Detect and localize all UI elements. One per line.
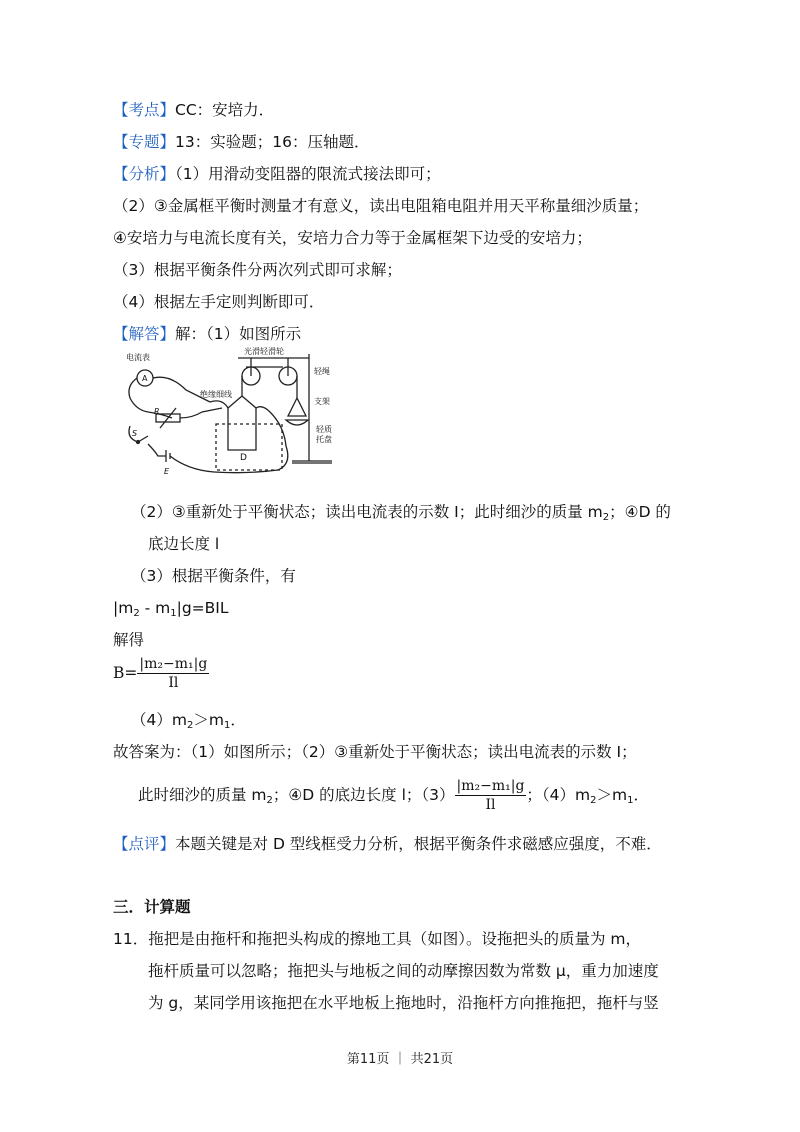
step4-end: ． (230, 711, 246, 729)
s-label: S (132, 429, 138, 438)
step4-sub2: 2 (186, 720, 194, 731)
fenxi-line2: （2）③金属框平衡时测量才有意义，读出电阻箱电阻并用天平称量细沙质量； (113, 197, 649, 215)
formula-b (113, 656, 209, 691)
r-label: R (154, 407, 160, 416)
answer-line2 (138, 778, 649, 813)
step3-line: （3）根据平衡条件，有 (131, 567, 296, 585)
jieda-intro: 解：（1）如图所示 (175, 325, 302, 343)
step2-text-a: （2）③重新处于平衡状态；读出电流表的示数 I；此时细沙的质量 m (131, 503, 603, 521)
stand-label: 支架 (314, 397, 330, 406)
eq-sub2: 2 (133, 608, 140, 619)
answer-text-a: 此时细沙的质量 m (138, 786, 267, 804)
step4-a: （4）m (131, 711, 187, 729)
jiede-line: 解得 (113, 631, 145, 649)
answer-sub-a: 2 (266, 795, 273, 806)
zhuanti-line (113, 132, 369, 152)
ammeter-label: 电流表 (126, 353, 150, 362)
step2-text-end: ；④D 的 (609, 503, 671, 521)
answer-fraction (455, 778, 527, 813)
dianping-line (113, 834, 662, 854)
eq-left: |m (113, 599, 134, 617)
circuit-figure (118, 346, 340, 482)
zhuanti-tag: 【专题】 (113, 133, 176, 151)
answer-text-d: ＞m (596, 786, 628, 804)
section-heading: 三．计算题 (113, 898, 191, 916)
fenxi-line3: ④安培力与电流长度有关，安培力合力等于金属框架下边受的安培力； (113, 229, 592, 247)
eq-mid: - m (139, 599, 171, 617)
step2-sub: 2 (602, 512, 610, 523)
answer-sub-b: 2 (590, 795, 597, 806)
answer-text-e: ． (633, 786, 650, 804)
q11-line3: 为 g，某同学用该拖把在水平地板上拖地时，沿拖杆方向推拖把，拖杆与竖 (148, 994, 659, 1012)
zhuanti-text: 13：实验题；16：压轴题． (175, 133, 370, 151)
tray-label-1: 轻质 (316, 425, 332, 434)
fenxi-tag: 【分析】 (113, 165, 176, 183)
answer-text-b: ；④D 的底边长度 l；（3） (272, 786, 455, 804)
formula-b-fraction (137, 656, 209, 691)
answer-frac-num: |m₂−m₁|g (456, 778, 525, 794)
equation-line (113, 598, 229, 624)
step4-gt: ＞m (193, 711, 224, 729)
answer-line1: 故答案为：（1）如图所示；（2）③重新处于平衡状态；读出电流表的示数 I； (113, 743, 637, 761)
frame-label: D (240, 453, 247, 463)
dianping-text: 本题关键是对 D 型线框受力分析，根据平衡条件求磁感应强度，不难． (175, 835, 662, 853)
dianping-tag: 【点评】 (113, 835, 176, 853)
formula-b-prefix: B= (113, 664, 138, 682)
answer-text-c: ；（4）m (526, 786, 591, 804)
formula-b-num: |m₂−m₁|g (139, 656, 208, 672)
jieda-tag: 【解答】 (113, 325, 176, 343)
fenxi-text-1: （1）用滑动变阻器的限流式接法即可； (175, 165, 441, 183)
q11-line2: 拖杆质量可以忽略；拖把头与地板之间的动摩擦因数为常数 μ，重力加速度 (148, 962, 659, 980)
rope-label: 轻绳 (314, 367, 330, 376)
eq-right: |g=BIL (176, 599, 229, 617)
step4-line (131, 710, 246, 736)
pulley-label: 光滑轻滑轮 (244, 347, 284, 356)
thread-label: 绝缘细线 (200, 390, 232, 399)
fenxi-line4: （3）根据平衡条件分两次列式即可求解； (113, 261, 402, 279)
fenxi-line5: （4）根据左手定则判断即可． (113, 293, 325, 311)
formula-b-den: Il (168, 675, 179, 691)
eq-sub1: 1 (170, 608, 177, 619)
kaodian-tag: 【考点】 (113, 101, 176, 119)
jieda-line (113, 324, 301, 344)
e-label: E (164, 467, 170, 476)
page-footer: 第11页 ｜ 共21页 (346, 1052, 454, 1067)
step4-sub1: 1 (223, 720, 231, 731)
answer-sub-c: 1 (627, 795, 634, 806)
kaodian-text: CC：安培力． (175, 101, 275, 119)
fenxi-line1 (113, 164, 441, 184)
step2-line2: 底边长度 l (148, 535, 220, 553)
tray-label-2: 托盘 (316, 435, 332, 444)
ammeter-symbol: A (142, 374, 148, 383)
step2-line1 (131, 502, 671, 528)
q11-line1: 11．拖把是由拖杆和拖把头构成的擦地工具（如图）。设拖把头的质量为 m， (113, 930, 642, 948)
answer-frac-den: Il (485, 797, 496, 813)
kaodian-line (113, 100, 274, 120)
